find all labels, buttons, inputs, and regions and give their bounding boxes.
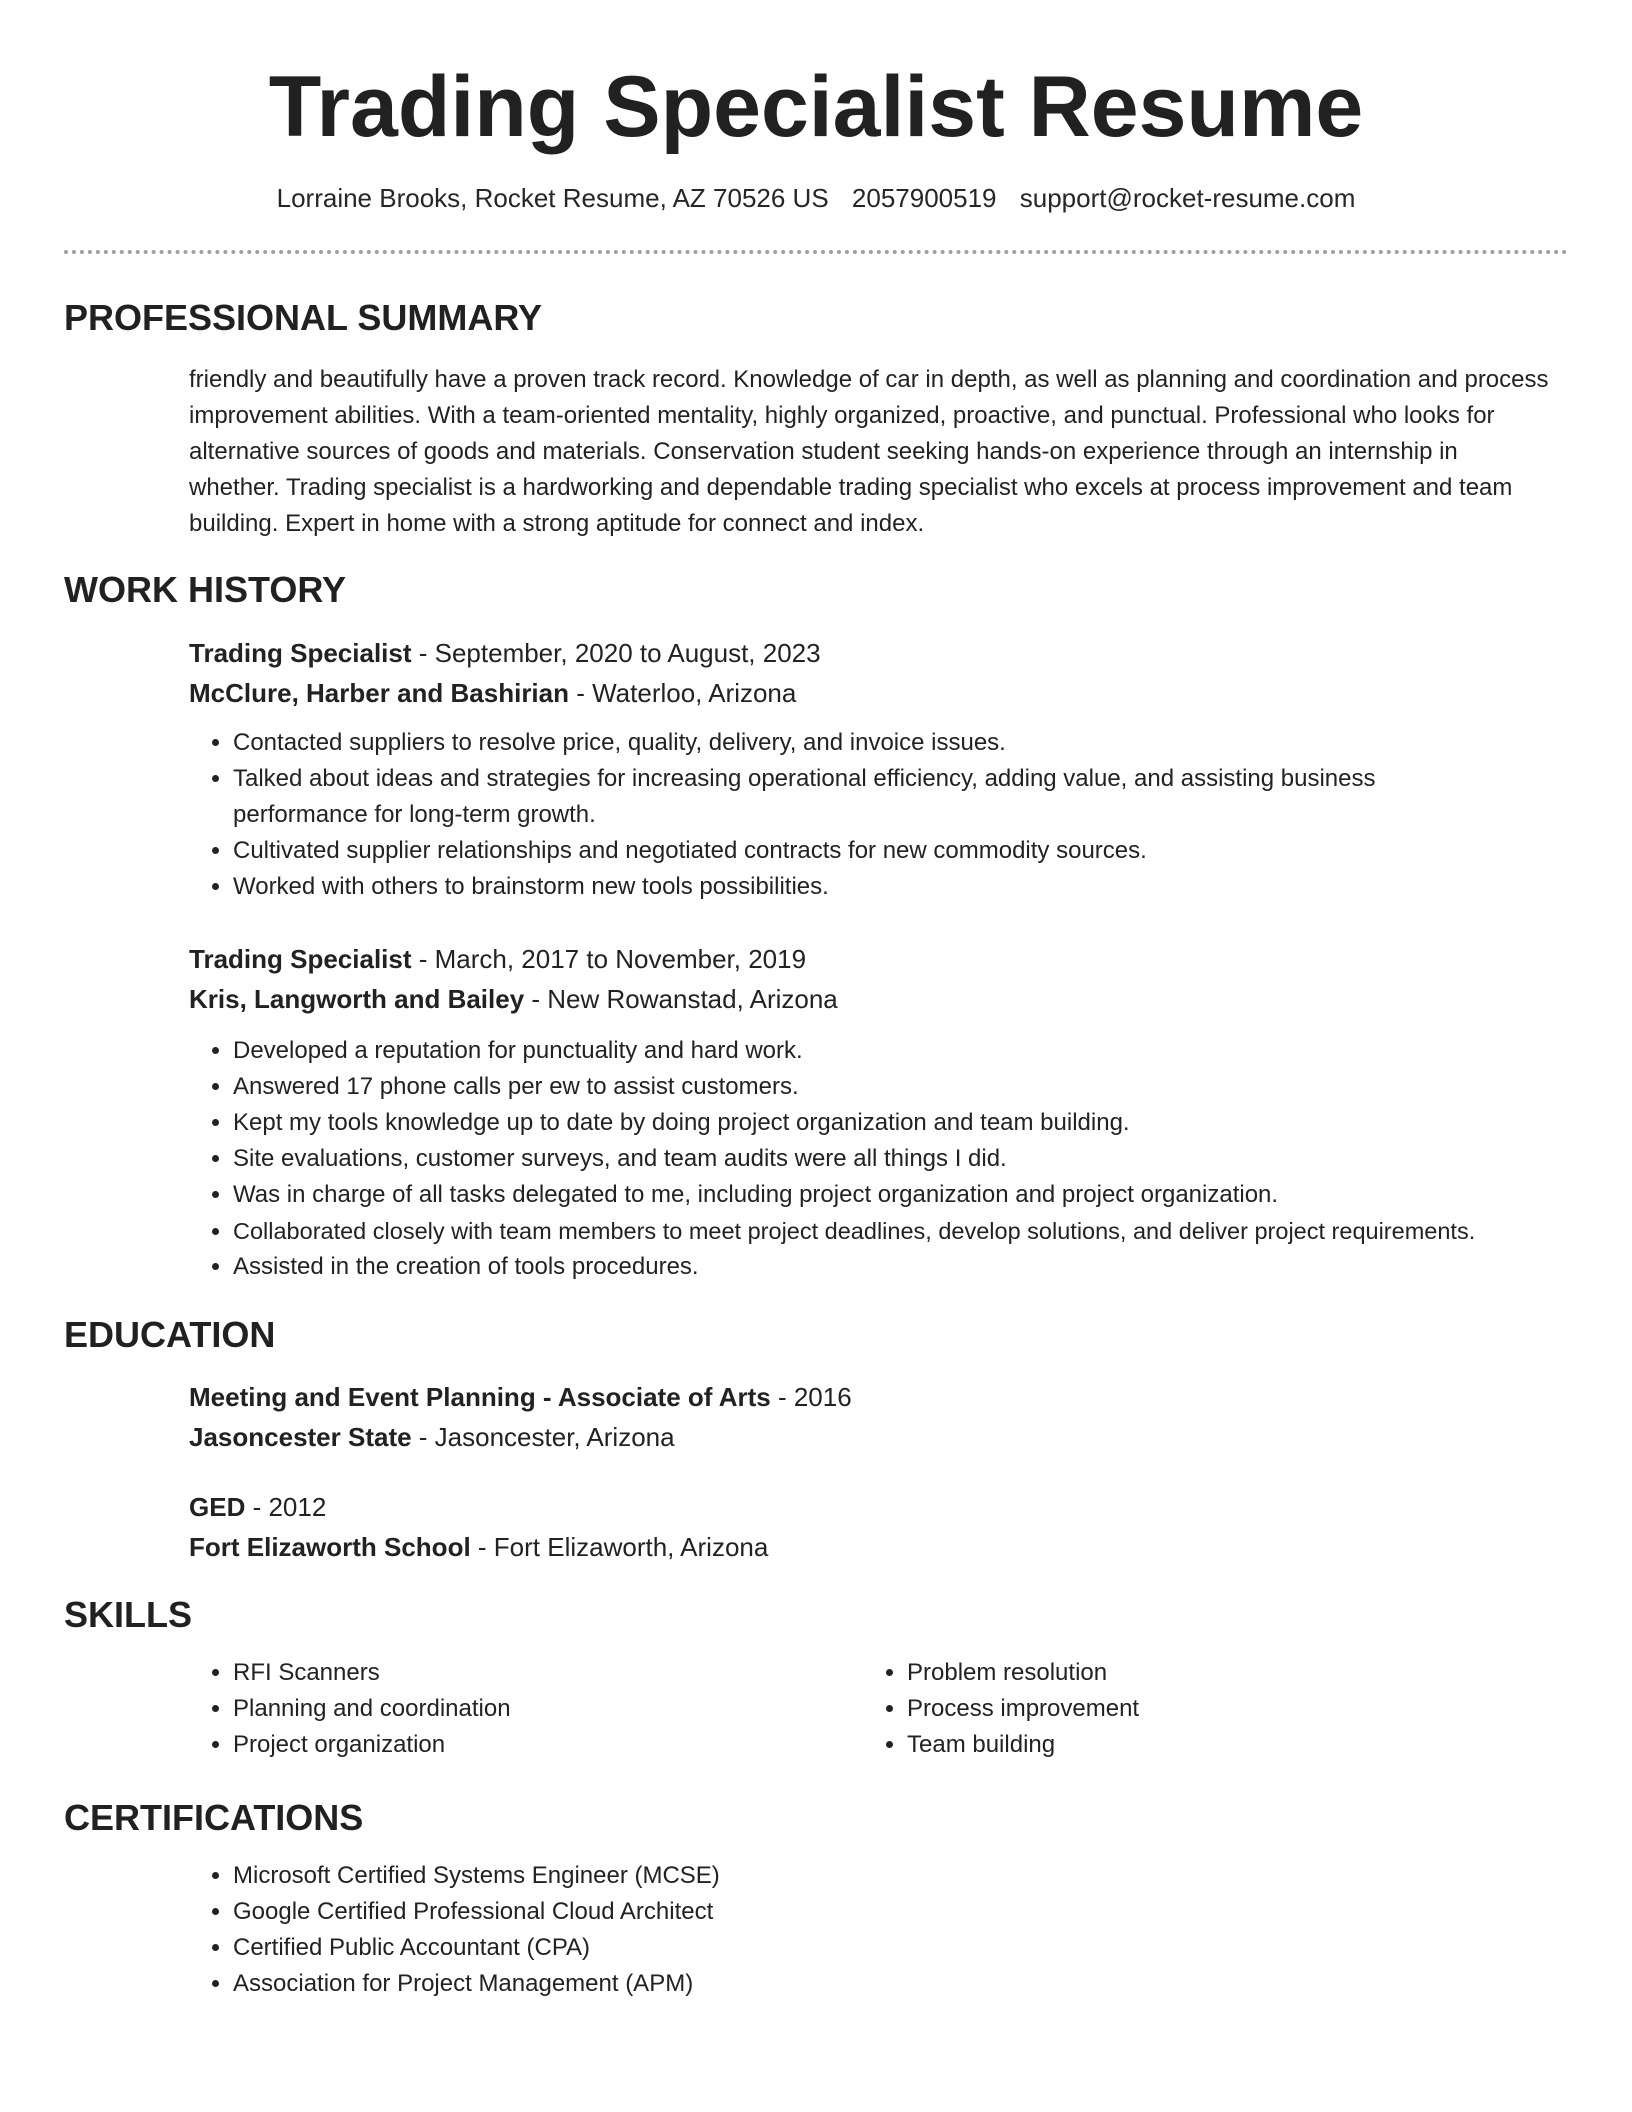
school: Fort Elizaworth School	[189, 1532, 471, 1562]
job-title: Trading Specialist	[189, 638, 412, 668]
skills-list	[189, 1655, 789, 1763]
list-item: • Team building	[907, 1727, 1463, 1763]
header-divider	[64, 250, 1568, 254]
job-bullets	[189, 1033, 1569, 1285]
list-item: • Answered 17 phone calls per ew to assist customers.	[233, 1069, 1569, 1105]
summary-text: friendly and beautifully have a proven track record. Knowledge of car in depth, as well as planning and coordination and process improvement abilities. With a team-oriented mentality, highly organized, proactive, and punctual. Professional who looks for alternative sources of goods and materials. Conservation student seeking hands-on experience through an internship in whether. Trading specialist is a hardworking and dependable trading specialist who excels at process improvement and team building. Expert in home with a strong aptitude for connect and index.	[189, 366, 1549, 537]
summary-section	[189, 362, 1549, 542]
list-item: • Google Certified Professional Cloud Architect	[233, 1894, 1569, 1930]
list-item: • Contacted suppliers to resolve price, quality, delivery, and invoice issues.	[233, 725, 1473, 761]
job-dates: - September, 2020 to August, 2023	[411, 638, 821, 668]
degree-line	[189, 1487, 1569, 1527]
list-item: • Problem resolution	[907, 1655, 1463, 1691]
certifications-section	[189, 1858, 1569, 2002]
degree-year: - 2012	[245, 1492, 327, 1522]
list-item: • Association for Project Management (APM)	[233, 1966, 1569, 2002]
list-item: • Assisted in the creation of tools procedures.	[233, 1249, 1569, 1285]
job-company: Kris, Langworth and Bailey	[189, 984, 525, 1014]
degree: Meeting and Event Planning - Associate of Arts	[189, 1382, 771, 1412]
list-item: • Was in charge of all tasks delegated to me, including project organization and project organization.	[233, 1177, 1569, 1213]
list-item: • Collaborated closely with team members to meet project deadlines, develop solutions, and deliver project requirements.	[233, 1213, 1569, 1249]
school-location: - Fort Elizaworth, Arizona	[470, 1532, 769, 1562]
summary-heading: PROFESSIONAL SUMMARY	[64, 297, 543, 338]
contact-email: support@rocket-resume.com	[1019, 183, 1356, 213]
list-item: • Worked with others to brainstorm new tools possibilities.	[233, 869, 1473, 905]
job-entry	[189, 939, 1569, 1285]
list-item: • RFI Scanners	[233, 1655, 789, 1691]
job-company: McClure, Harber and Bashirian	[189, 678, 569, 708]
job-dates: - March, 2017 to November, 2019	[411, 944, 807, 974]
skills-list	[863, 1655, 1463, 1763]
job-title: Trading Specialist	[189, 944, 412, 974]
school-location: - Jasoncester, Arizona	[411, 1422, 675, 1452]
list-item: • Kept my tools knowledge up to date by doing project organization and team building.	[233, 1105, 1569, 1141]
list-item: • Cultivated supplier relationships and negotiated contracts for new commodity sources.	[233, 833, 1473, 869]
list-item: • Project organization	[233, 1727, 789, 1763]
contact-phone: 2057900519	[851, 183, 997, 213]
education-entry	[189, 1377, 1569, 1457]
job-entry	[189, 633, 1569, 905]
certifications-heading: CERTIFICATIONS	[64, 1797, 364, 1838]
job-company-line	[189, 979, 1569, 1019]
job-bullets	[189, 725, 1473, 905]
school-line	[189, 1527, 1569, 1567]
degree-year: - 2016	[770, 1382, 852, 1412]
list-item: • Developed a reputation for punctuality and hard work.	[233, 1033, 1569, 1069]
job-location: - New Rowanstad, Arizona	[524, 984, 838, 1014]
skills-column-right	[863, 1655, 1463, 1763]
job-title-line	[189, 633, 1569, 673]
certifications-list	[189, 1858, 1569, 2002]
degree-line	[189, 1377, 1569, 1417]
skills-column-left	[189, 1655, 789, 1763]
contact-line	[0, 181, 1632, 215]
work-history-heading: WORK HISTORY	[64, 569, 347, 610]
education-heading: EDUCATION	[64, 1314, 276, 1355]
list-item: • Microsoft Certified Systems Engineer (MCSE)	[233, 1858, 1569, 1894]
job-location: - Waterloo, Arizona	[569, 678, 797, 708]
list-item: • Site evaluations, customer surveys, and team audits were all things I did.	[233, 1141, 1569, 1177]
list-item: • Planning and coordination	[233, 1691, 789, 1727]
degree: GED	[189, 1492, 246, 1522]
list-item: • Certified Public Accountant (CPA)	[233, 1930, 1569, 1966]
job-company-line	[189, 673, 1569, 713]
education-entry	[189, 1487, 1569, 1567]
skills-heading: SKILLS	[64, 1594, 193, 1635]
job-title-line	[189, 939, 1569, 979]
contact-address: Lorraine Brooks, Rocket Resume, AZ 70526 US	[276, 183, 829, 213]
school: Jasoncester State	[189, 1422, 412, 1452]
list-item: • Process improvement	[907, 1691, 1463, 1727]
school-line	[189, 1417, 1569, 1457]
list-item: • Talked about ideas and strategies for increasing operational efficiency, adding value, and assisting business performance for long-term growth.	[233, 761, 1473, 833]
resume-title: Trading Specialist Resume	[268, 59, 1364, 155]
